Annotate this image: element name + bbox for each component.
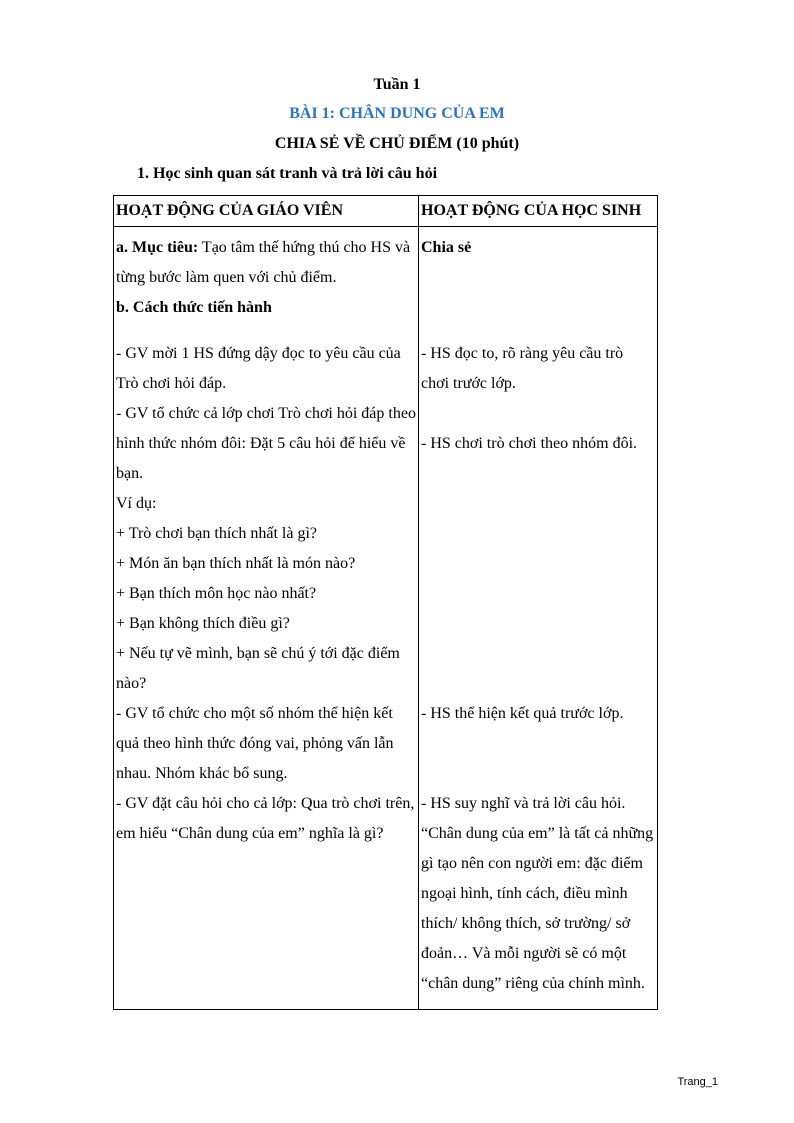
method-label: b. Cách thức tiến hành xyxy=(116,299,272,316)
lesson-subtitle: CHIA SẺ VỀ CHỦ ĐIỂM (10 phút) xyxy=(274,135,520,152)
activity-table xyxy=(113,195,658,1010)
teacher-line: + Món ăn bạn thích nhất là món nào? xyxy=(116,555,356,572)
student-line: - HS thể hiện kết quả trước lớp. xyxy=(421,705,624,722)
teacher-objective-cell xyxy=(114,227,419,334)
objective-label: a. Mục tiêu: xyxy=(116,239,199,256)
week-heading: Tuần 1 xyxy=(373,76,421,93)
teacher-line: - GV tổ chức cho một số nhóm thể hiện kết quả theo hình thức đóng vai, phỏng vấn lẫn nhau. Nhóm khác bổ sung. xyxy=(116,705,394,782)
objective-text: Tạo tâm thế hứng thú cho HS và từng bước làm quen với chủ điểm. xyxy=(116,239,411,286)
teacher-line: + Bạn không thích điều gì? xyxy=(116,615,290,632)
teacher-line: Ví dụ: xyxy=(116,495,157,512)
student-step-cell xyxy=(419,333,658,1010)
student-line: - HS đọc to, rõ ràng yêu cầu trò chơi trước lớp. xyxy=(421,345,624,392)
teacher-line: - GV đặt câu hỏi cho cả lớp: Qua trò chơi trên, em hiểu “Chân dung của em” nghĩa là gì? xyxy=(116,795,415,842)
lesson-title: BÀI 1: CHÂN DUNG CỦA EM xyxy=(289,105,505,122)
student-column-header: HOẠT ĐỘNG CỦA HỌC SINH xyxy=(419,196,658,227)
student-line: - HS suy nghĩ và trả lời câu hỏi. “Chân dung của em” là tất cả những gì tạo nên con người em: đặc điểm ngoại hình, tính cách, điều mình thích/ không thích, sở trường/ sở đoản… Và mỗi người sẽ có một “chân dung” riêng của chính mình. xyxy=(421,795,654,992)
teacher-line: - GV mời 1 HS đứng dậy đọc to yêu cầu của Trò chơi hỏi đáp. xyxy=(116,345,401,392)
teacher-line: + Nếu tự vẽ mình, bạn sẽ chú ý tới đặc điểm nào? xyxy=(116,645,400,692)
student-share-cell xyxy=(419,227,658,334)
teacher-line: + Trò chơi bạn thích nhất là gì? xyxy=(116,525,318,542)
teacher-line: - GV tổ chức cả lớp chơi Trò chơi hỏi đáp theo hình thức nhóm đôi: Đặt 5 câu hỏi để hiểu về bạn. xyxy=(116,405,416,482)
teacher-step-cell xyxy=(114,333,419,1010)
page-number: Trang_1 xyxy=(677,1076,718,1088)
teacher-line: + Bạn thích môn học nào nhất? xyxy=(116,585,317,602)
student-line: - HS chơi trò chơi theo nhóm đôi. xyxy=(421,435,638,452)
section-heading: 1. Học sinh quan sát tranh và trả lời câu hỏi xyxy=(137,165,438,182)
share-label: Chia sẻ xyxy=(421,239,472,256)
teacher-column-header: HOẠT ĐỘNG CỦA GIÁO VIÊN xyxy=(114,196,419,227)
